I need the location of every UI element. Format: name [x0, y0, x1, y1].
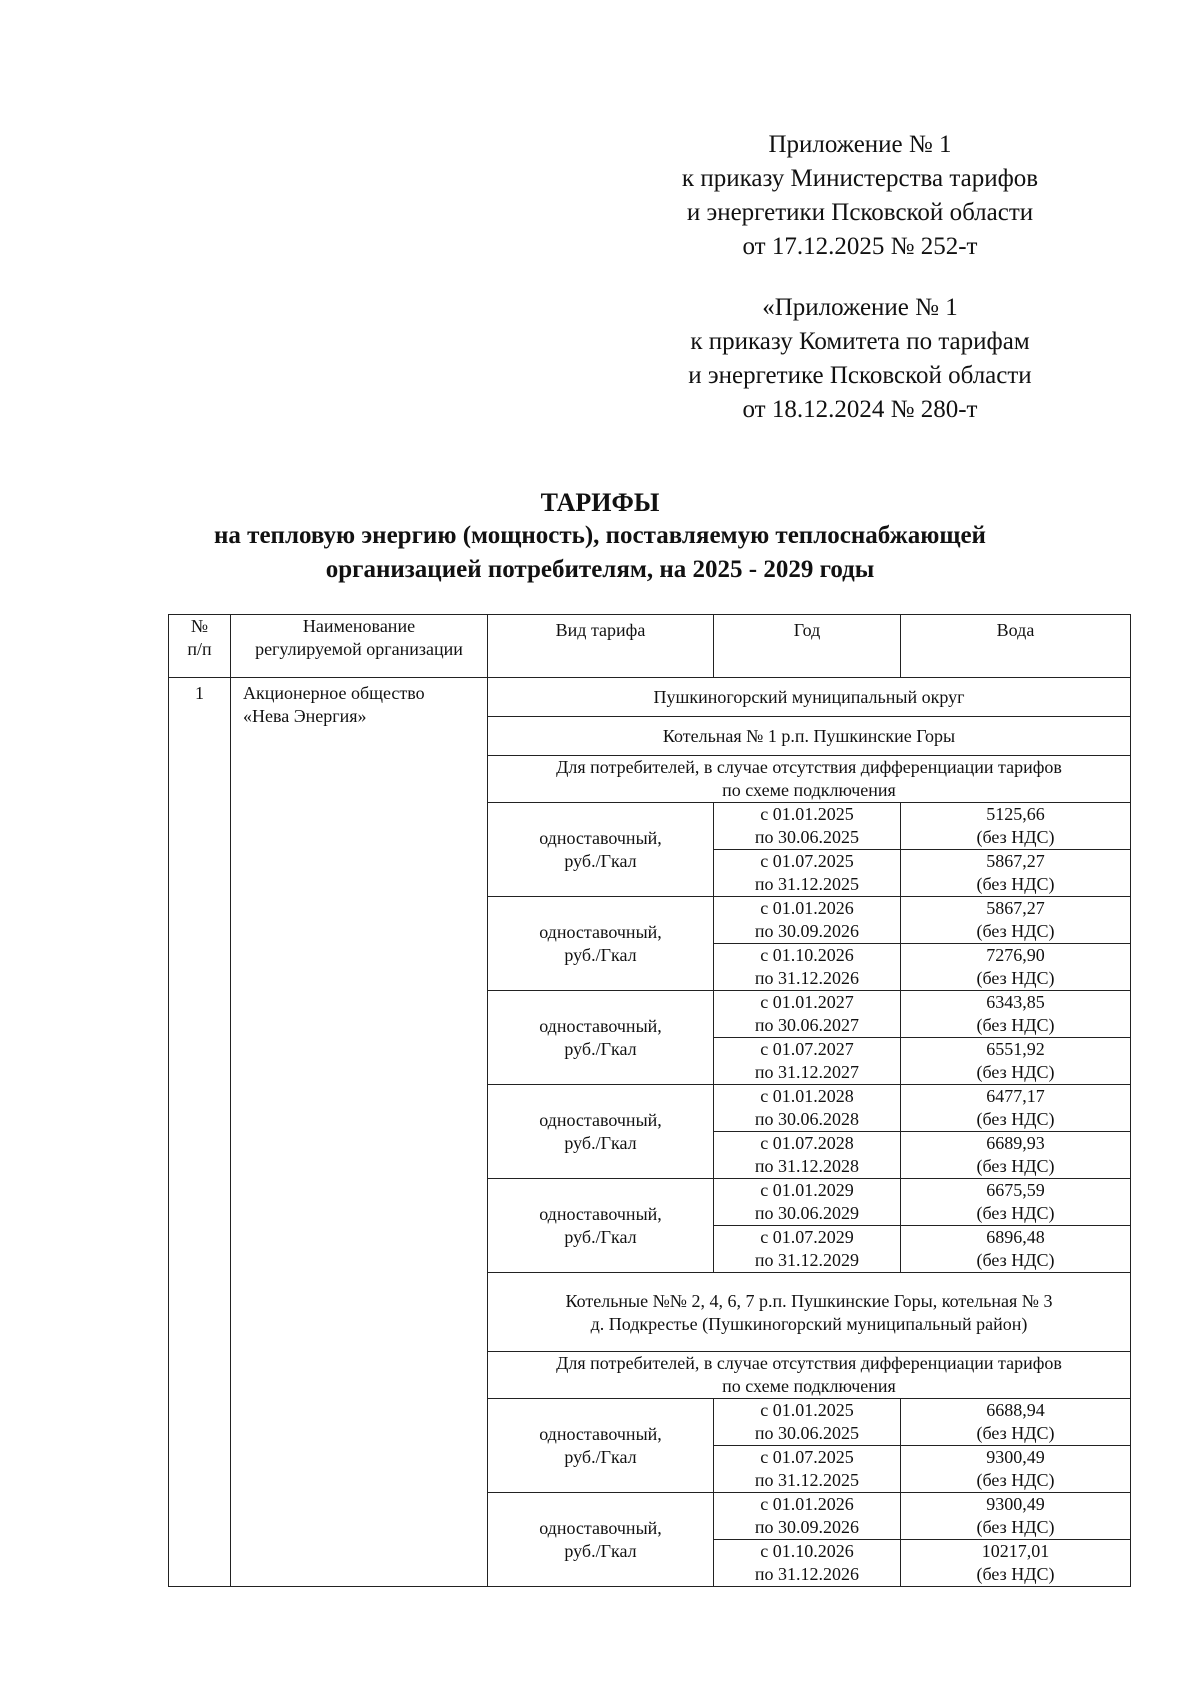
title-subtitle-line2: организацией потребителям, на 2025 - 2029 годы	[325, 556, 875, 583]
tariff-unit-line: руб./Гкал	[564, 1038, 637, 1059]
tariff-value	[901, 1179, 1131, 1226]
tariff-type-line: одноставочный,	[539, 1423, 662, 1444]
tariff-period	[714, 1085, 901, 1132]
period-to: по 30.06.2028	[754, 1109, 860, 1129]
period-from: с 01.07.2029	[760, 1227, 854, 1247]
tariff-type	[488, 803, 714, 897]
tariffs-table	[168, 614, 1131, 1587]
tariff-period	[714, 1132, 901, 1179]
document-title	[0, 487, 1200, 587]
boiler-section-title	[488, 717, 1131, 756]
period-from: с 01.10.2026	[760, 1541, 854, 1561]
organization-name	[231, 678, 488, 1587]
tariff-period	[714, 1493, 901, 1540]
appendix-current-header	[600, 128, 1120, 264]
tariff-type	[488, 991, 714, 1085]
tariff-amount: 6689,93	[986, 1133, 1045, 1153]
period-from: с 01.01.2025	[760, 1400, 854, 1420]
tariff-period	[714, 991, 901, 1038]
tariff-amount: 5867,27	[986, 898, 1045, 918]
period-to: по 31.12.2026	[754, 968, 860, 988]
vat-note: (без НДС)	[976, 1423, 1055, 1443]
vat-note: (без НДС)	[976, 1156, 1055, 1176]
tariff-amount: 9300,49	[986, 1494, 1045, 1514]
period-to: по 31.12.2025	[754, 1470, 860, 1490]
tariff-amount: 7276,90	[986, 945, 1045, 965]
tariff-type	[488, 1179, 714, 1273]
tariff-type-line: одноставочный,	[539, 921, 662, 942]
organization-name-line: Акционерное общество	[243, 683, 425, 703]
tariff-amount: 6551,92	[986, 1039, 1045, 1059]
period-to: по 30.06.2027	[754, 1015, 860, 1035]
district-name: Пушкиногорский муниципальный округ	[488, 678, 1131, 717]
category-line: Для потребителей, в случае отсутствия дифференциации тарифов	[556, 757, 1062, 777]
header-num: № п/п	[169, 615, 231, 678]
tariff-type-line: одноставочный,	[539, 1015, 662, 1036]
vat-note: (без НДС)	[976, 921, 1055, 941]
tariff-period	[714, 803, 901, 850]
consumer-category	[488, 756, 1131, 803]
appendix-line: «Приложение № 1	[762, 294, 958, 321]
tariff-value	[901, 897, 1131, 944]
period-from: с 01.01.2026	[760, 1494, 854, 1514]
appendix-line: к приказу Комитета по тарифам	[690, 328, 1030, 355]
period-to: по 31.12.2027	[754, 1062, 860, 1082]
appendix-line: от 17.12.2025 № 252-т	[742, 233, 978, 260]
tariff-type	[488, 1493, 714, 1587]
tariff-value	[901, 944, 1131, 991]
tariff-period	[714, 1446, 901, 1493]
period-to: по 30.06.2025	[754, 827, 860, 847]
tariff-amount: 5867,27	[986, 851, 1045, 871]
header-water: Вода	[901, 615, 1131, 678]
period-to: по 31.12.2029	[754, 1250, 860, 1270]
appendix-line: к приказу Министерства тарифов	[681, 165, 1039, 192]
tariff-type	[488, 1399, 714, 1493]
appendix-line: и энергетики Псковской области	[686, 199, 1034, 226]
tariff-amount: 6688,94	[986, 1400, 1045, 1420]
period-to: по 31.12.2026	[754, 1564, 860, 1584]
vat-note: (без НДС)	[976, 1250, 1055, 1270]
header-year: Год	[714, 615, 901, 678]
tariff-unit-line: руб./Гкал	[564, 944, 637, 965]
section-title-line: д. Подкрестье (Пушкиногорский муниципальный район)	[590, 1314, 1028, 1334]
period-from: с 01.07.2028	[760, 1133, 854, 1153]
tariff-amount: 6477,17	[986, 1086, 1045, 1106]
section-title-line: Котельная № 1 р.п. Пушкинские Горы	[662, 725, 956, 746]
tariff-type-line: одноставочный,	[539, 827, 662, 848]
tariff-value	[901, 803, 1131, 850]
vat-note: (без НДС)	[976, 1517, 1055, 1537]
category-line: Для потребителей, в случае отсутствия дифференциации тарифов	[556, 1353, 1062, 1373]
vat-note: (без НДС)	[976, 1015, 1055, 1035]
tariff-amount: 6675,59	[986, 1180, 1045, 1200]
tariff-period	[714, 1179, 901, 1226]
tariff-value	[901, 1493, 1131, 1540]
category-line: по схеме подключения	[722, 1376, 896, 1396]
vat-note: (без НДС)	[976, 1470, 1055, 1490]
boiler-section-title	[488, 1273, 1131, 1352]
period-to: по 30.09.2026	[754, 921, 860, 941]
period-from: с 01.07.2027	[760, 1039, 854, 1059]
tariff-period	[714, 897, 901, 944]
tariff-amount: 6896,48	[986, 1227, 1045, 1247]
period-to: по 31.12.2028	[754, 1156, 860, 1176]
tariff-value	[901, 1540, 1131, 1587]
tariff-amount: 6343,85	[986, 992, 1045, 1012]
tariff-value	[901, 850, 1131, 897]
row-number: 1	[169, 678, 231, 1587]
tariff-type-line: одноставочный,	[539, 1109, 662, 1130]
tariff-type	[488, 897, 714, 991]
tariff-type-line: одноставочный,	[539, 1517, 662, 1538]
period-to: по 30.09.2026	[754, 1517, 860, 1537]
vat-note: (без НДС)	[976, 1564, 1055, 1584]
tariff-unit-line: руб./Гкал	[564, 1226, 637, 1247]
consumer-category	[488, 1352, 1131, 1399]
tariff-value	[901, 1085, 1131, 1132]
tariff-value	[901, 1038, 1131, 1085]
tariff-period	[714, 1399, 901, 1446]
vat-note: (без НДС)	[976, 968, 1055, 988]
section-title-line: Котельные №№ 2, 4, 6, 7 р.п. Пушкинские Горы, котельная № 3	[565, 1291, 1053, 1311]
tariff-unit-line: руб./Гкал	[564, 850, 637, 871]
vat-note: (без НДС)	[976, 1062, 1055, 1082]
vat-note: (без НДС)	[976, 827, 1055, 847]
period-from: с 01.01.2029	[760, 1180, 854, 1200]
period-to: по 30.06.2025	[754, 1423, 860, 1443]
organization-name-line: «Нева Энергия»	[243, 706, 367, 726]
tariff-period	[714, 1540, 901, 1587]
period-to: по 31.12.2025	[754, 874, 860, 894]
tariff-period	[714, 944, 901, 991]
table-row	[169, 678, 1131, 717]
header-tariff-type: Вид тарифа	[488, 615, 714, 678]
period-from: с 01.10.2026	[760, 945, 854, 965]
tariff-amount: 10217,01	[981, 1541, 1050, 1561]
tariff-type	[488, 1085, 714, 1179]
appendix-line: и энергетике Псковской области	[688, 362, 1032, 389]
period-from: с 01.01.2027	[760, 992, 854, 1012]
appendix-line: Приложение № 1	[768, 131, 952, 158]
period-from: с 01.01.2025	[760, 804, 854, 824]
vat-note: (без НДС)	[976, 874, 1055, 894]
period-from: с 01.07.2025	[760, 1447, 854, 1467]
vat-note: (без НДС)	[976, 1109, 1055, 1129]
tariff-value	[901, 1446, 1131, 1493]
title-main: ТАРИФЫ	[540, 488, 660, 517]
title-subtitle-line1: на тепловую энергию (мощность), поставляемую теплоснабжающей	[214, 522, 986, 549]
period-from: с 01.01.2028	[760, 1086, 854, 1106]
appendix-previous-header	[600, 291, 1120, 427]
period-from: с 01.01.2026	[760, 898, 854, 918]
tariff-value	[901, 1399, 1131, 1446]
tariff-value	[901, 991, 1131, 1038]
appendix-line: от 18.12.2024 № 280-т	[742, 396, 978, 423]
period-from: с 01.07.2025	[760, 851, 854, 871]
tariff-period	[714, 850, 901, 897]
tariff-unit-line: руб./Гкал	[564, 1446, 637, 1467]
tariff-type-line: одноставочный,	[539, 1203, 662, 1224]
tariff-amount: 5125,66	[986, 804, 1045, 824]
tariff-amount: 9300,49	[986, 1447, 1045, 1467]
tariff-unit-line: руб./Гкал	[564, 1132, 637, 1153]
header-org: Наименование регулируемой организации	[231, 615, 488, 678]
tariff-unit-line: руб./Гкал	[564, 1540, 637, 1561]
category-line: по схеме подключения	[722, 780, 896, 800]
tariff-period	[714, 1038, 901, 1085]
table-header-row	[169, 615, 1131, 678]
tariff-value	[901, 1132, 1131, 1179]
vat-note: (без НДС)	[976, 1203, 1055, 1223]
period-to: по 30.06.2029	[754, 1203, 860, 1223]
tariff-value	[901, 1226, 1131, 1273]
tariff-period	[714, 1226, 901, 1273]
